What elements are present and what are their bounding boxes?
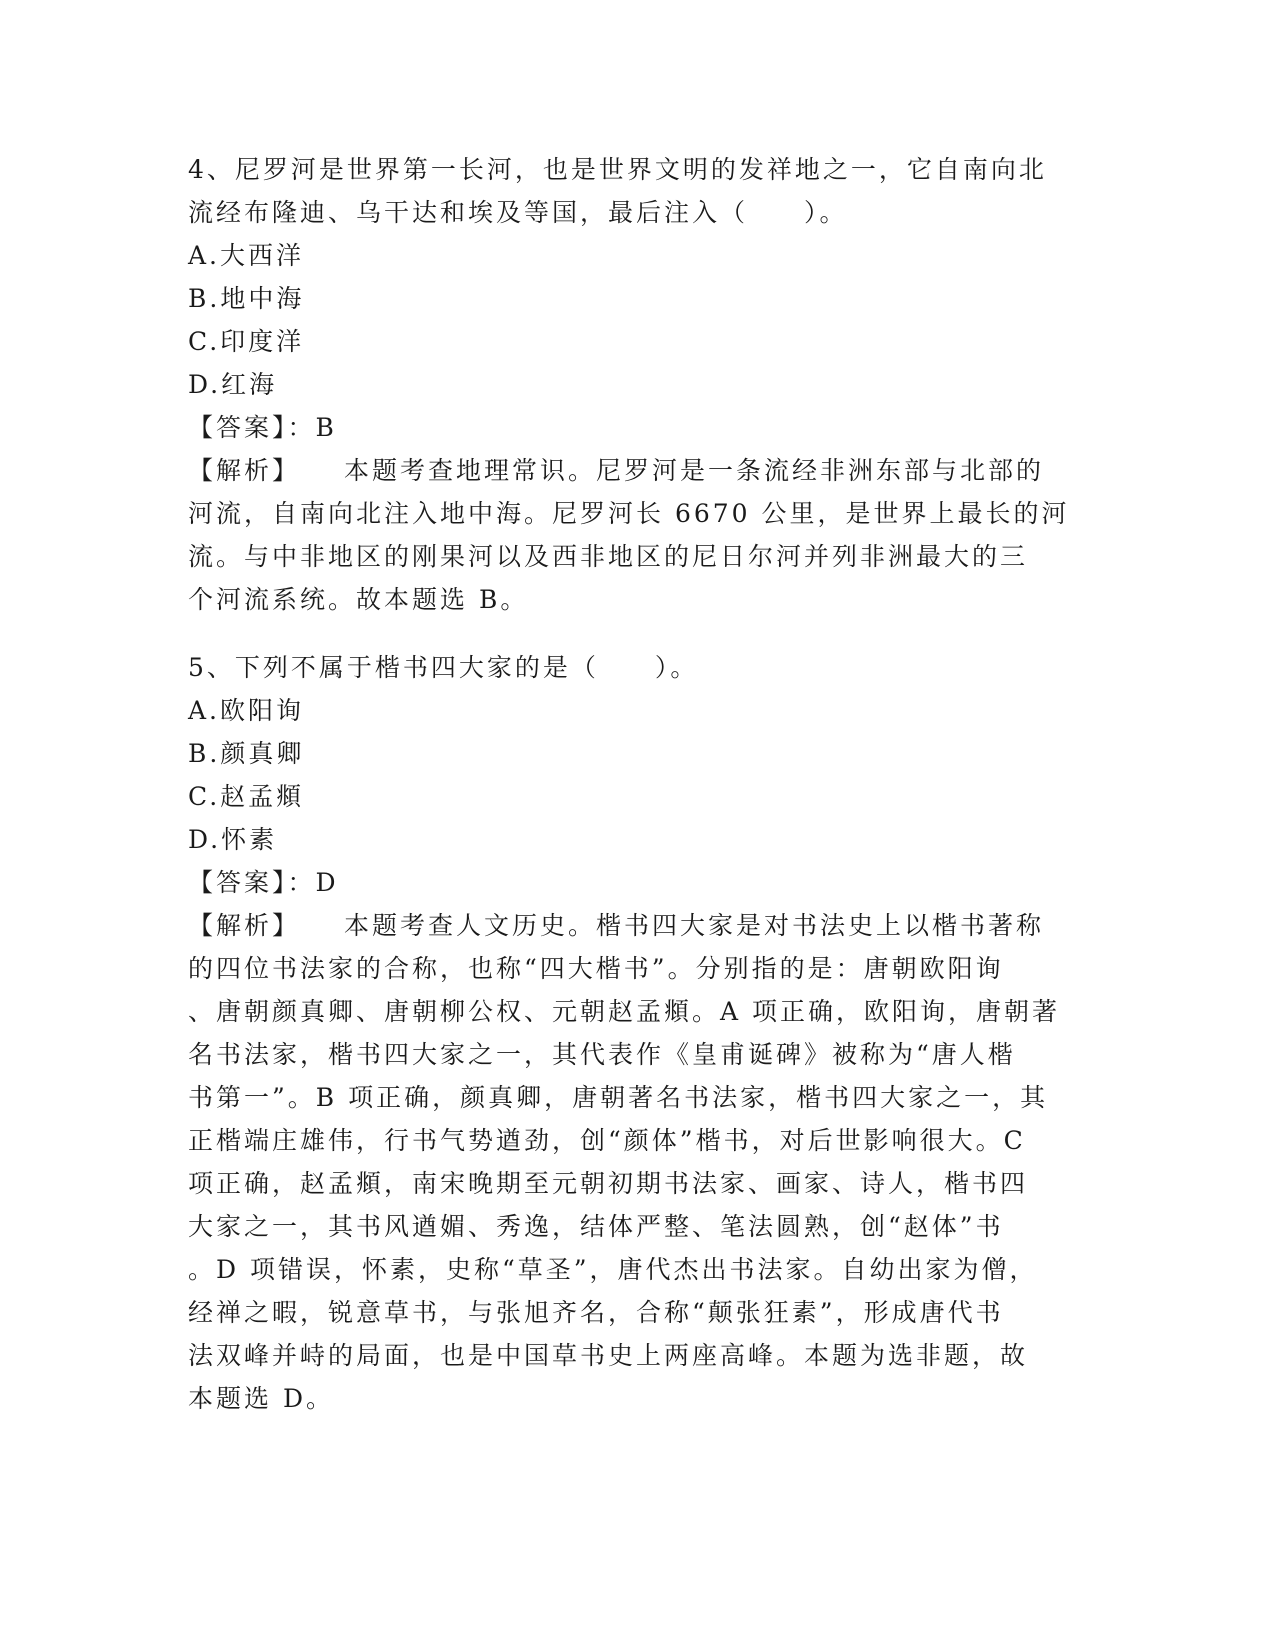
analysis-line: 、唐朝颜真卿、唐朝柳公权、元朝赵孟頫。A 项正确，欧阳询，唐朝著 [188, 997, 1061, 1026]
document-page [188, 148, 1078, 1420]
analysis-text: 本题考查人文历史。楷书四大家是对书法史上以楷书著称 [344, 911, 1045, 940]
analysis-line: 法双峰并峙的局面，也是中国草书史上两座高峰。本题为选非题，故 [188, 1341, 1029, 1370]
analysis-label: 【解析】 [188, 456, 301, 485]
analysis-line: 本题选 D。 [188, 1384, 334, 1413]
option-d: D.红海 [188, 370, 278, 399]
analysis-line [188, 449, 1078, 492]
option-d: D.怀素 [188, 825, 278, 854]
question-5 [188, 646, 1078, 1420]
analysis-line: 的四位书法家的合称，也称“四大楷书”。分别指的是：唐朝欧阳询 [188, 954, 1004, 983]
analysis-text: 本题考查地理常识。尼罗河是一条流经非洲东部与北部的 [344, 456, 1045, 485]
analysis-line: 流。与中非地区的刚果河以及西非地区的尼日尔河并列非洲最大的三 [188, 542, 1029, 571]
answer-line: 【答案】：D [188, 868, 339, 897]
option-a: A.欧阳询 [188, 696, 305, 725]
option-b: B.地中海 [188, 284, 305, 313]
question-4 [188, 148, 1078, 621]
option-a: A.大西洋 [188, 241, 305, 270]
option-c: C.印度洋 [188, 327, 305, 356]
analysis-line: 经禅之暇，锐意草书，与张旭齐名，合称“颠张狂素”，形成唐代书 [188, 1298, 1004, 1327]
analysis-line: 河流，自南向北注入地中海。尼罗河长 6670 公里，是世界上最长的河 [188, 499, 1070, 528]
question-stem: 5、下列不属于楷书四大家的是（ ）。 [188, 653, 699, 682]
option-b: B.颜真卿 [188, 739, 305, 768]
analysis-line: 书第一”。B 项正确，颜真卿，唐朝著名书法家，楷书四大家之一，其 [188, 1083, 1049, 1112]
analysis-line: 个河流系统。故本题选 B。 [188, 585, 529, 614]
analysis-line: 项正确，赵孟頫，南宋晚期至元朝初期书法家、画家、诗人，楷书四 [188, 1169, 1029, 1198]
analysis-line: 大家之一，其书风遒媚、秀逸，结体严整、笔法圆熟，创“赵体”书 [188, 1212, 1004, 1241]
analysis-line: 。D 项错误，怀素，史称“草圣”，唐代杰出书法家。自幼出家为僧， [188, 1255, 1038, 1284]
answer-line: 【答案】：B [188, 413, 337, 442]
analysis-line: 正楷端庄雄伟，行书气势遒劲，创“颜体”楷书，对后世影响很大。C [188, 1126, 1026, 1155]
analysis-label: 【解析】 [188, 911, 301, 940]
question-stem: 4、尼罗河是世界第一长河，也是世界文明的发祥地之一，它自南向北 [188, 155, 1047, 184]
question-spacer [188, 621, 1078, 646]
analysis-line: 名书法家，楷书四大家之一，其代表作《皇甫诞碑》被称为“唐人楷 [188, 1040, 1016, 1069]
option-c: C.赵孟頫 [188, 782, 305, 811]
question-stem: 流经布隆迪、乌干达和埃及等国，最后注入（ ）。 [188, 198, 848, 227]
analysis-line [188, 904, 1078, 947]
